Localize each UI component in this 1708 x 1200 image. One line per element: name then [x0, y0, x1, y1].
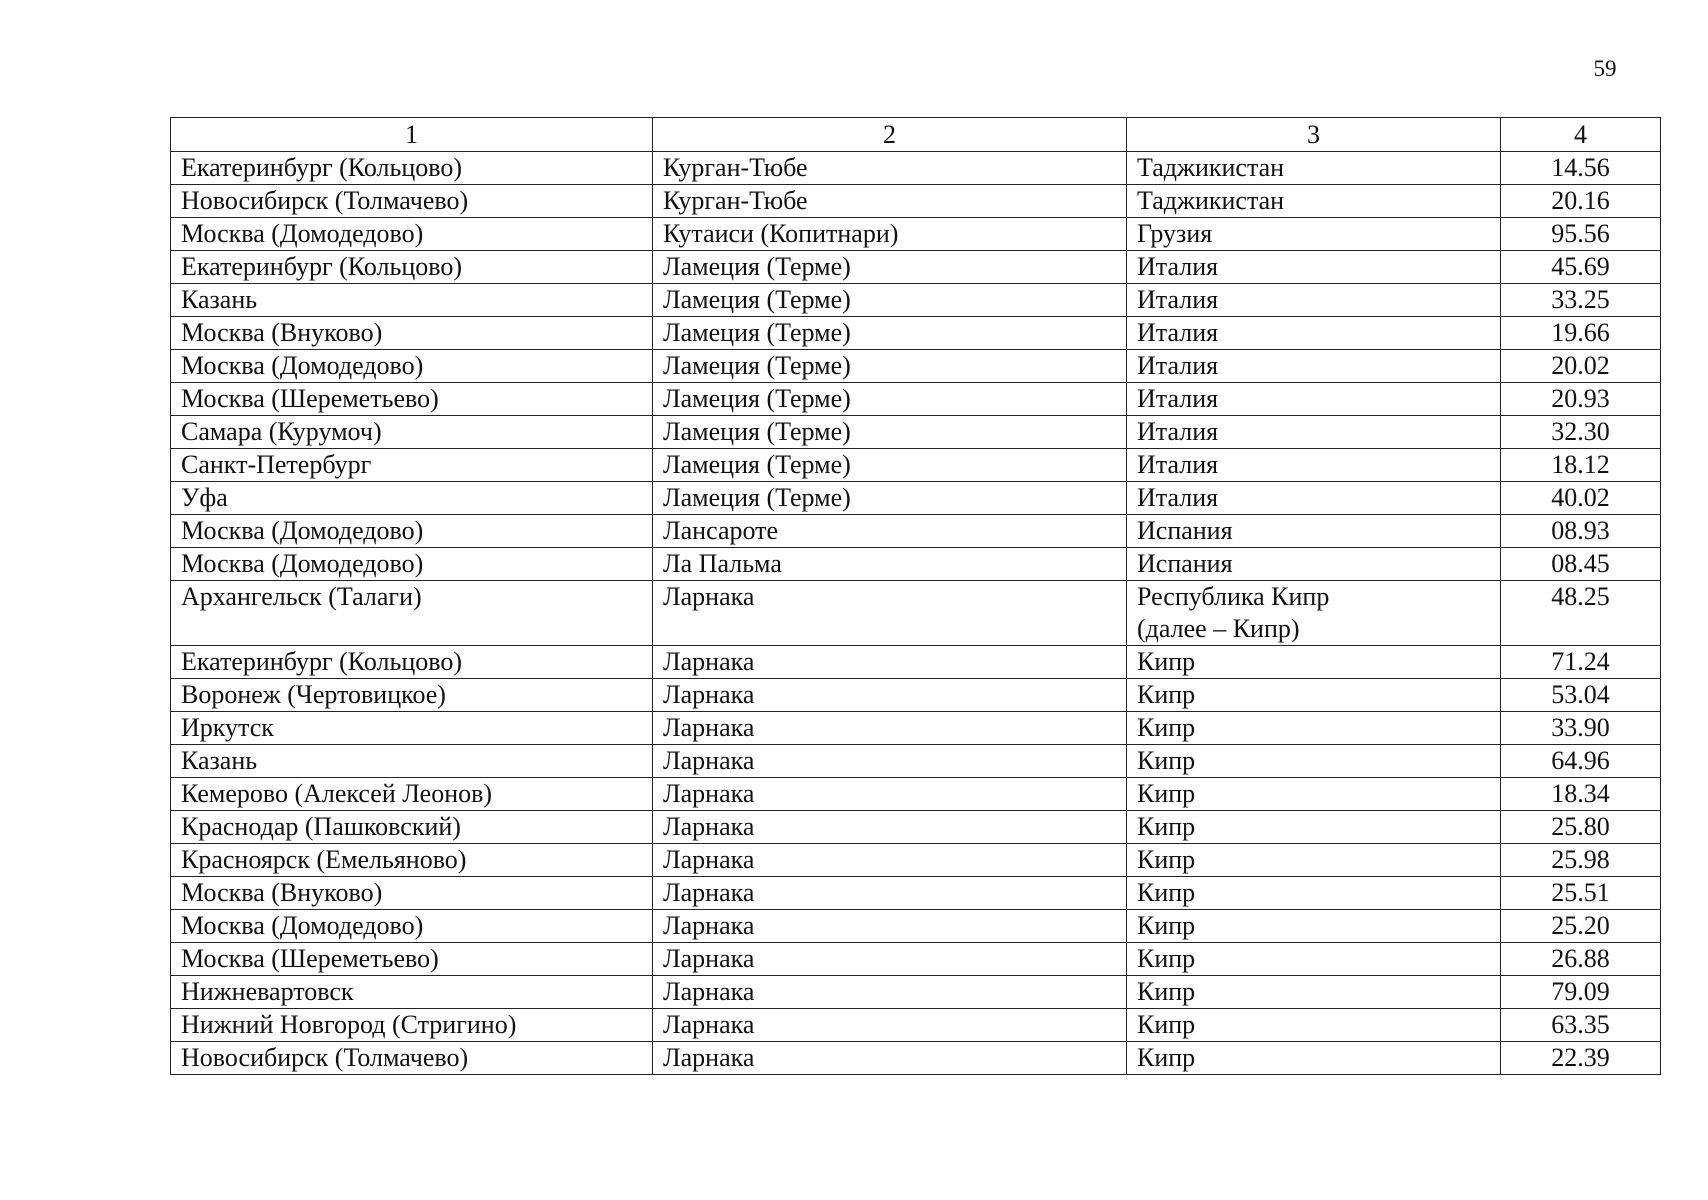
destination-cell: Ламеция (Терме) [653, 251, 1127, 284]
origin-cell: Екатеринбург (Кольцово) [171, 152, 653, 185]
country-cell: Кипр [1127, 877, 1501, 910]
country-cell: Италия [1127, 482, 1501, 515]
country-cell: Италия [1127, 350, 1501, 383]
value-cell: 95.56 [1501, 218, 1661, 251]
origin-cell: Москва (Домодедово) [171, 515, 653, 548]
destination-cell: Ларнака [653, 646, 1127, 679]
destination-cell: Ламеция (Терме) [653, 383, 1127, 416]
header-cell-4: 4 [1501, 118, 1661, 152]
origin-cell: Казань [171, 745, 653, 778]
origin-cell: Москва (Домодедово) [171, 548, 653, 581]
country-cell: Кипр [1127, 1009, 1501, 1042]
table-row [171, 152, 1661, 185]
country-cell: Италия [1127, 284, 1501, 317]
header-cell-2: 2 [653, 118, 1127, 152]
table-row [171, 218, 1661, 251]
country-cell: Кипр [1127, 976, 1501, 1009]
table-row [171, 745, 1661, 778]
origin-cell: Санкт-Петербург [171, 449, 653, 482]
value-cell: 18.34 [1501, 778, 1661, 811]
country-cell: Таджикистан [1127, 152, 1501, 185]
destination-cell: Ларнака [653, 1042, 1127, 1075]
table-row [171, 251, 1661, 284]
origin-cell: Москва (Шереметьево) [171, 943, 653, 976]
value-cell: 26.88 [1501, 943, 1661, 976]
value-cell: 63.35 [1501, 1009, 1661, 1042]
destination-cell: Ламеция (Терме) [653, 350, 1127, 383]
destination-cell: Ларнака [653, 877, 1127, 910]
table-row [171, 185, 1661, 218]
destination-cell: Ларнака [653, 910, 1127, 943]
country-cell: Кипр [1127, 679, 1501, 712]
table-row [171, 976, 1661, 1009]
origin-cell: Самара (Курумоч) [171, 416, 653, 449]
destination-cell: Ламеция (Терме) [653, 416, 1127, 449]
value-cell: 64.96 [1501, 745, 1661, 778]
destination-cell: Ларнака [653, 712, 1127, 745]
destination-cell: Ларнака [653, 778, 1127, 811]
origin-cell: Москва (Домодедово) [171, 218, 653, 251]
destination-cell: Ларнака [653, 844, 1127, 877]
destination-cell: Лансароте [653, 515, 1127, 548]
table-row [171, 712, 1661, 745]
value-cell: 25.20 [1501, 910, 1661, 943]
origin-cell: Кемерово (Алексей Леонов) [171, 778, 653, 811]
origin-cell: Москва (Внуково) [171, 877, 653, 910]
value-cell: 19.66 [1501, 317, 1661, 350]
destination-cell: Ламеция (Терме) [653, 449, 1127, 482]
table-row [171, 1042, 1661, 1075]
value-cell: 25.51 [1501, 877, 1661, 910]
value-cell: 22.39 [1501, 1042, 1661, 1075]
origin-cell: Казань [171, 284, 653, 317]
country-cell: Испания [1127, 548, 1501, 581]
table-row [171, 679, 1661, 712]
value-cell: 08.93 [1501, 515, 1661, 548]
value-cell: 53.04 [1501, 679, 1661, 712]
country-cell: Грузия [1127, 218, 1501, 251]
value-cell: 33.90 [1501, 712, 1661, 745]
table-row [171, 350, 1661, 383]
table-row [171, 383, 1661, 416]
country-cell: Кипр [1127, 1042, 1501, 1075]
value-cell: 40.02 [1501, 482, 1661, 515]
value-cell: 45.69 [1501, 251, 1661, 284]
table-row [171, 877, 1661, 910]
origin-cell: Нижний Новгород (Стригино) [171, 1009, 653, 1042]
value-cell: 33.25 [1501, 284, 1661, 317]
country-cell: Республика Кипр (далее – Кипр) [1127, 581, 1501, 646]
origin-cell: Екатеринбург (Кольцово) [171, 251, 653, 284]
value-cell: 48.25 [1501, 581, 1661, 646]
country-cell: Таджикистан [1127, 185, 1501, 218]
origin-cell: Москва (Домодедово) [171, 350, 653, 383]
destination-cell: Ларнака [653, 811, 1127, 844]
origin-cell: Иркутск [171, 712, 653, 745]
destination-cell: Ларнака [653, 976, 1127, 1009]
table-row [171, 449, 1661, 482]
page-number: 59 [1593, 56, 1617, 81]
origin-cell: Екатеринбург (Кольцово) [171, 646, 653, 679]
origin-cell: Новосибирск (Толмачево) [171, 185, 653, 218]
country-cell: Кипр [1127, 646, 1501, 679]
country-cell: Кипр [1127, 943, 1501, 976]
country-cell: Италия [1127, 251, 1501, 284]
destination-cell: Ларнака [653, 581, 1127, 646]
country-cell: Кипр [1127, 811, 1501, 844]
value-cell: 20.02 [1501, 350, 1661, 383]
destination-cell: Ла Пальма [653, 548, 1127, 581]
origin-cell: Уфа [171, 482, 653, 515]
table-row [171, 581, 1661, 646]
country-cell: Кипр [1127, 910, 1501, 943]
table-row [171, 515, 1661, 548]
header-cell-3: 3 [1127, 118, 1501, 152]
country-cell: Кипр [1127, 712, 1501, 745]
country-cell: Италия [1127, 383, 1501, 416]
origin-cell: Москва (Шереметьево) [171, 383, 653, 416]
value-cell: 18.12 [1501, 449, 1661, 482]
country-cell: Кипр [1127, 745, 1501, 778]
value-cell: 20.16 [1501, 185, 1661, 218]
table-body [171, 152, 1661, 1075]
table-row [171, 416, 1661, 449]
table-row [171, 844, 1661, 877]
country-cell: Испания [1127, 515, 1501, 548]
table-row [171, 317, 1661, 350]
destination-cell: Ларнака [653, 943, 1127, 976]
destination-cell: Ларнака [653, 745, 1127, 778]
header-cell-1: 1 [171, 118, 653, 152]
country-cell: Италия [1127, 416, 1501, 449]
origin-cell: Нижневартовск [171, 976, 653, 1009]
routes-table [170, 117, 1661, 1075]
value-cell: 79.09 [1501, 976, 1661, 1009]
origin-cell: Краснодар (Пашковский) [171, 811, 653, 844]
table-row [171, 778, 1661, 811]
origin-cell: Новосибирск (Толмачево) [171, 1042, 653, 1075]
value-cell: 14.56 [1501, 152, 1661, 185]
table-header-row [171, 118, 1661, 152]
table-row [171, 943, 1661, 976]
destination-cell: Ларнака [653, 679, 1127, 712]
value-cell: 08.45 [1501, 548, 1661, 581]
country-cell: Кипр [1127, 844, 1501, 877]
country-cell: Италия [1127, 317, 1501, 350]
origin-cell: Красноярск (Емельяново) [171, 844, 653, 877]
destination-cell: Ламеция (Терме) [653, 284, 1127, 317]
destination-cell: Кутаиси (Копитнари) [653, 218, 1127, 251]
value-cell: 32.30 [1501, 416, 1661, 449]
table-row [171, 482, 1661, 515]
country-cell: Кипр [1127, 778, 1501, 811]
country-cell: Италия [1127, 449, 1501, 482]
destination-cell: Ламеция (Терме) [653, 317, 1127, 350]
origin-cell: Москва (Домодедово) [171, 910, 653, 943]
value-cell: 25.80 [1501, 811, 1661, 844]
table-row [171, 811, 1661, 844]
table-row [171, 1009, 1661, 1042]
destination-cell: Ламеция (Терме) [653, 482, 1127, 515]
value-cell: 25.98 [1501, 844, 1661, 877]
table-row [171, 284, 1661, 317]
destination-cell: Курган-Тюбе [653, 152, 1127, 185]
table-row [171, 646, 1661, 679]
destination-cell: Ларнака [653, 1009, 1127, 1042]
origin-cell: Москва (Внуково) [171, 317, 653, 350]
origin-cell: Архангельск (Талаги) [171, 581, 653, 646]
value-cell: 71.24 [1501, 646, 1661, 679]
value-cell: 20.93 [1501, 383, 1661, 416]
table-row [171, 548, 1661, 581]
destination-cell: Курган-Тюбе [653, 185, 1127, 218]
table-row [171, 910, 1661, 943]
origin-cell: Воронеж (Чертовицкое) [171, 679, 653, 712]
